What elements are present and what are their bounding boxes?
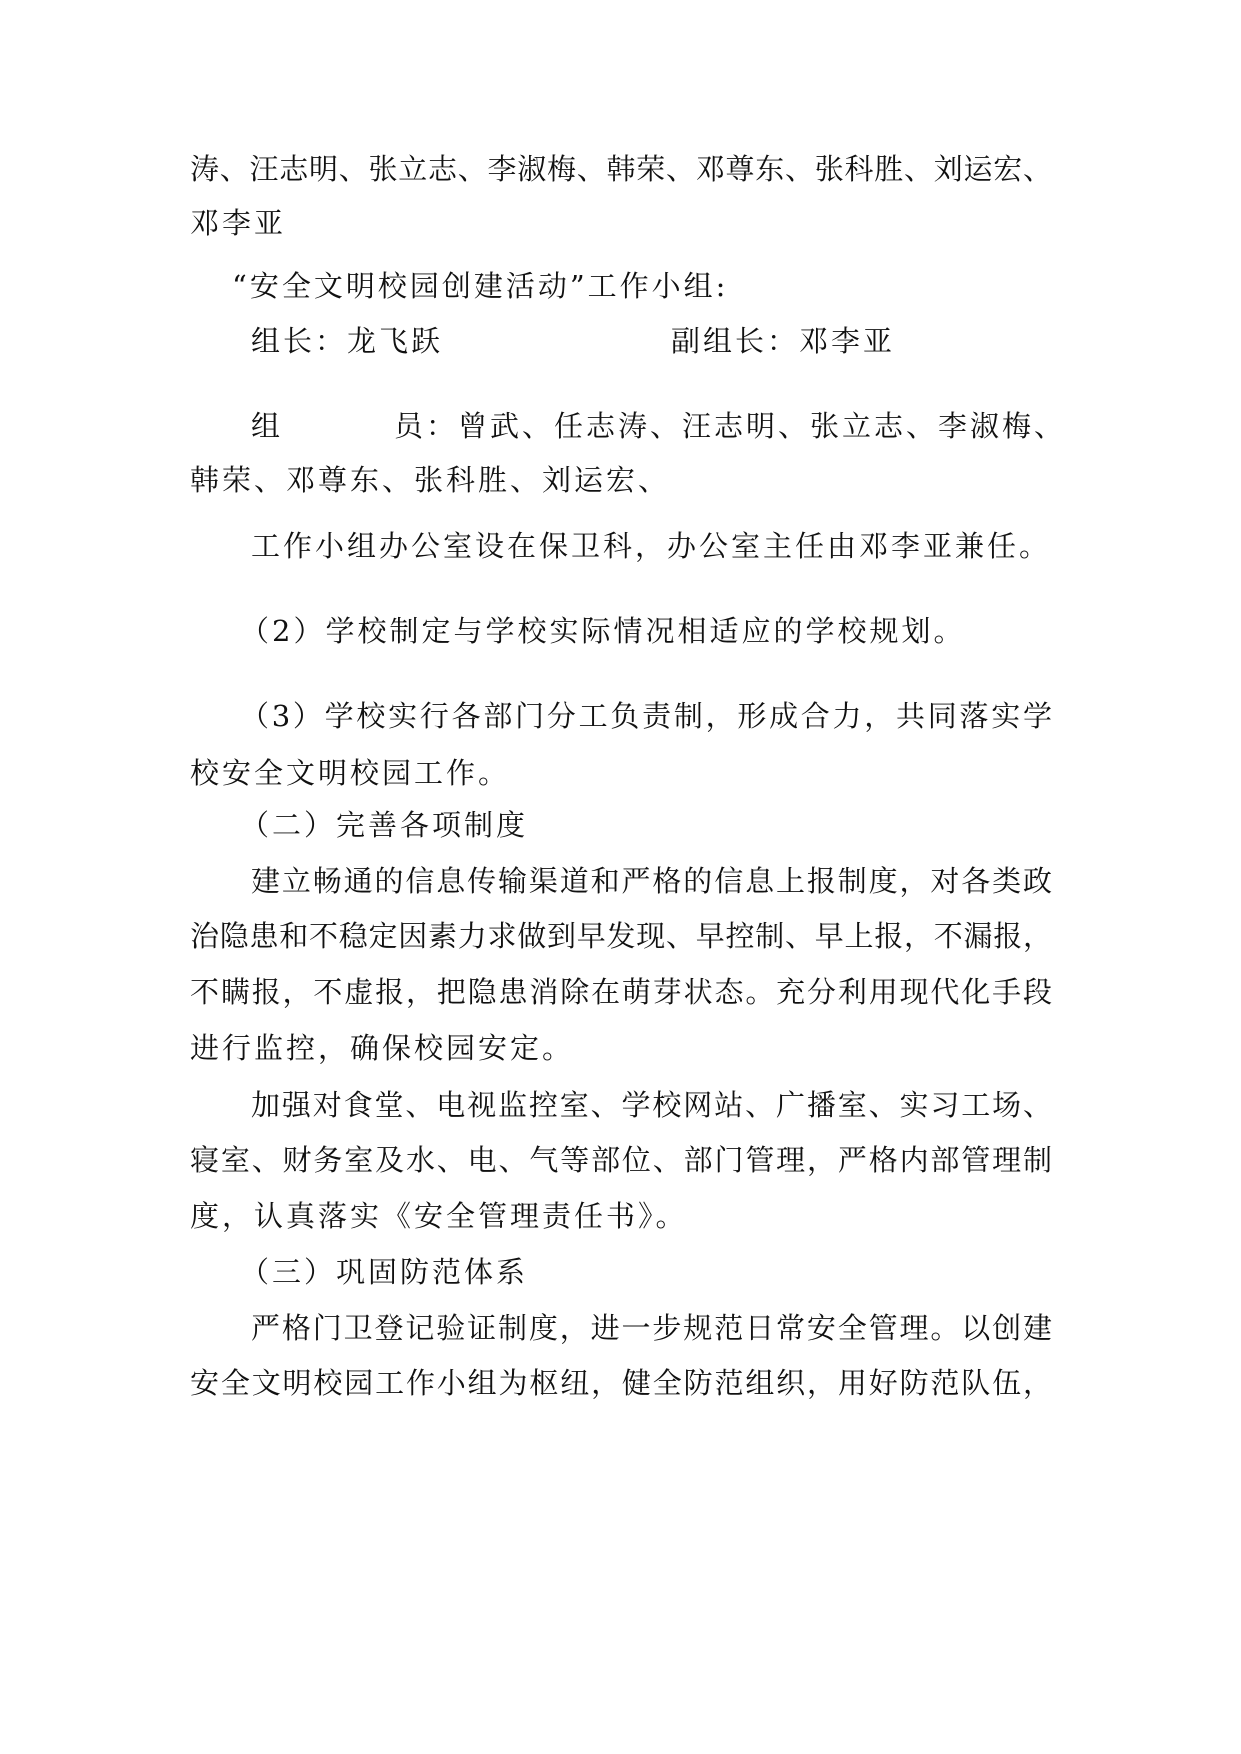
text-line: 寝室、财务室及水、电、气等部位、部门管理，严格内部管理制 xyxy=(190,1143,1052,1177)
text-line: 进行监控，确保校园安定。 xyxy=(190,1031,575,1065)
section-heading: （三）巩固防范体系 xyxy=(240,1255,529,1289)
section-heading: “安全文明校园创建活动”工作小组: xyxy=(232,269,729,303)
text-line: 加强对食堂、电视监控室、学校网站、广播室、实习工场、 xyxy=(251,1088,1052,1122)
text-line: 工作小组办公室设在保卫科，办公室主任由邓李亚兼任。 xyxy=(251,529,1052,563)
deputy-leader: 副组长：邓李亚 xyxy=(671,324,896,358)
members-list: 员：曾武、任志涛、汪志明、张立志、李淑梅、 xyxy=(394,409,1067,443)
text-line: 安全文明校园工作小组为枢纽，健全防范组织，用好防范队伍， xyxy=(190,1366,1052,1400)
group-leader: 组长：龙飞跃 xyxy=(251,324,444,358)
text-line: 校安全文明校园工作。 xyxy=(190,756,511,790)
text-line: 邓李亚 xyxy=(190,206,287,240)
text-line: 严格门卫登记验证制度，进一步规范日常安全管理。以创建 xyxy=(251,1311,1052,1345)
members-label: 组 xyxy=(251,409,284,443)
text-line: （2）学校制定与学校实际情况相适应的学校规划。 xyxy=(240,614,966,648)
section-heading: （二）完善各项制度 xyxy=(240,808,529,842)
text-line: 不瞒报，不虚报，把隐患消除在萌芽状态。充分利用现代化手段 xyxy=(190,975,1052,1009)
text-line: 治隐患和不稳定因素力求做到早发现、早控制、早上报，不漏报， xyxy=(190,919,1052,953)
text-line: 建立畅通的信息传输渠道和严格的信息上报制度，对各类政 xyxy=(251,864,1052,898)
text-line: （3）学校实行各部门分工负责制，形成合力，共同落实学 xyxy=(240,699,1052,733)
text-line: 涛、汪志明、张立志、李淑梅、韩荣、邓尊东、张科胜、刘运宏、 xyxy=(190,152,1052,186)
text-line: 韩荣、邓尊东、张科胜、刘运宏、 xyxy=(190,463,671,497)
text-line: 度，认真落实《安全管理责任书》。 xyxy=(190,1199,688,1233)
